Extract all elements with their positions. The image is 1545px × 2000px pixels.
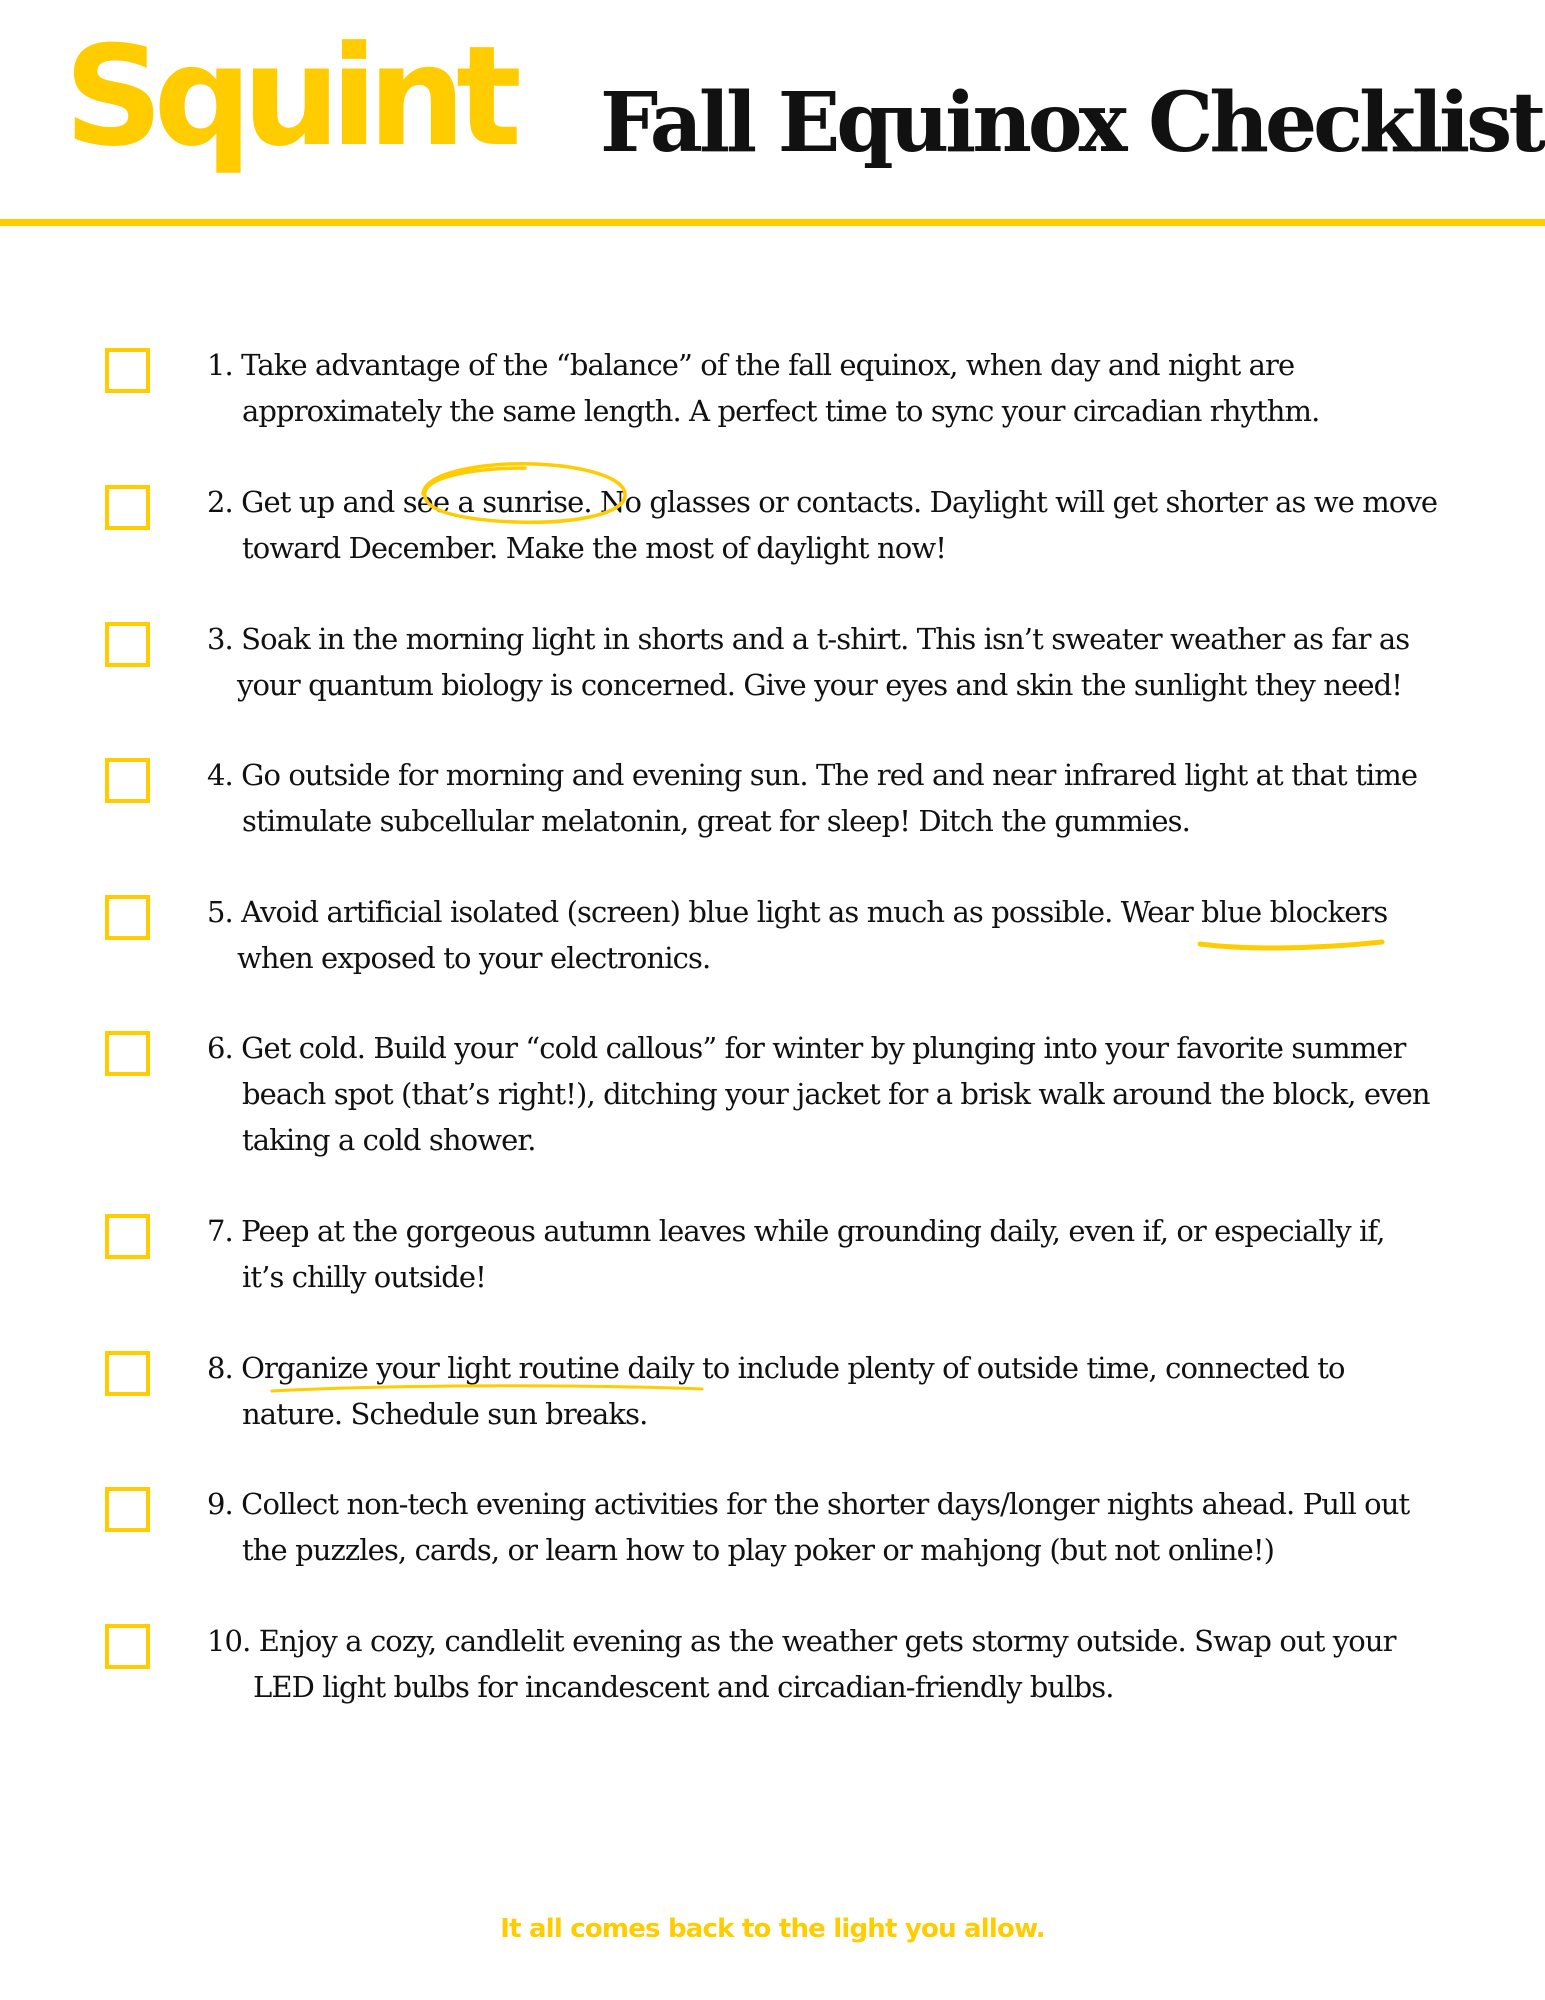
item-6-line-2: beach spot (that’s right!), ditching your jacket for a brisk walk around the block, even	[242, 1077, 1430, 1111]
checkbox-item-1[interactable]	[105, 348, 150, 393]
checkbox-item-6[interactable]	[105, 1031, 150, 1076]
item-3-line-2: your quantum biology is concerned. Give your eyes and skin the sunlight they need!	[237, 668, 1403, 702]
checkbox-item-8[interactable]	[105, 1351, 150, 1396]
item-text-4	[207, 752, 1437, 844]
item-text-3	[207, 616, 1437, 708]
item-text-8	[207, 1345, 1437, 1437]
item-4-line-1: 4. Go outside for morning and evening sun. The red and near infrared light at that time	[207, 758, 1418, 792]
item-text-9	[207, 1481, 1437, 1573]
item-1-line-1: 1. Take advantage of the “balance” of the fall equinox, when day and night are	[207, 348, 1295, 382]
checkbox-item-7[interactable]	[105, 1214, 150, 1259]
item-text-2	[207, 479, 1437, 571]
item-10-line-2: LED light bulbs for incandescent and circadian-friendly bulbs.	[253, 1670, 1114, 1704]
page-title: Fall Equinox Checklist	[600, 75, 1543, 171]
item-8-line-1: 8. Organize your light routine daily to include plenty of outside time, connected to	[207, 1351, 1345, 1385]
item-6-line-3: taking a cold shower.	[242, 1123, 536, 1157]
item-9-line-1: 9. Collect non-tech evening activities for the shorter days/longer nights ahead. Pull out	[207, 1487, 1410, 1521]
checkbox-item-10[interactable]	[105, 1624, 150, 1669]
footer-tagline: It all comes back to the light you allow.	[500, 1914, 1045, 1944]
item-4-line-2: stimulate subcellular melatonin, great for sleep! Ditch the gummies.	[242, 804, 1190, 838]
item-7-line-2: it’s chilly outside!	[242, 1260, 486, 1294]
item-2-line-2: toward December. Make the most of daylight now!	[242, 531, 947, 565]
item-text-6	[207, 1025, 1437, 1163]
item-5-line-1: 5. Avoid artificial isolated (screen) blue light as much as possible. Wear blue blockers	[207, 895, 1388, 929]
checkbox-item-2[interactable]	[105, 485, 150, 530]
item-8-line-2: nature. Schedule sun breaks.	[242, 1397, 648, 1431]
item-10-line-1: 10. Enjoy a cozy, candlelit evening as the weather gets stormy outside. Swap out your	[207, 1624, 1396, 1658]
squint-logo: Squint	[64, 16, 512, 177]
checkbox-item-3[interactable]	[105, 622, 150, 667]
item-7-line-1: 7. Peep at the gorgeous autumn leaves while grounding daily, even if, or especially if,	[207, 1214, 1385, 1248]
item-text-10	[207, 1618, 1437, 1710]
item-6-line-1: 6. Get cold. Build your “cold callous” for winter by plunging into your favorite summer	[207, 1031, 1406, 1065]
item-text-5	[207, 889, 1437, 981]
item-9-line-2: the puzzles, cards, or learn how to play poker or mahjong (but not online!)	[242, 1533, 1274, 1567]
item-text-1	[207, 342, 1437, 434]
item-text-7	[207, 1208, 1437, 1300]
checkbox-item-4[interactable]	[105, 758, 150, 803]
item-2-line-1: 2. Get up and see a sunrise. No glasses or contacts. Daylight will get shorter as we move	[207, 485, 1438, 519]
item-3-line-1: 3. Soak in the morning light in shorts and a t-shirt. This isn’t sweater weather as far as	[207, 622, 1410, 656]
checkbox-item-5[interactable]	[105, 895, 150, 940]
item-1-line-2: approximately the same length. A perfect time to sync your circadian rhythm.	[242, 394, 1320, 428]
checkbox-item-9[interactable]	[105, 1487, 150, 1532]
item-5-line-2: when exposed to your electronics.	[237, 941, 711, 975]
